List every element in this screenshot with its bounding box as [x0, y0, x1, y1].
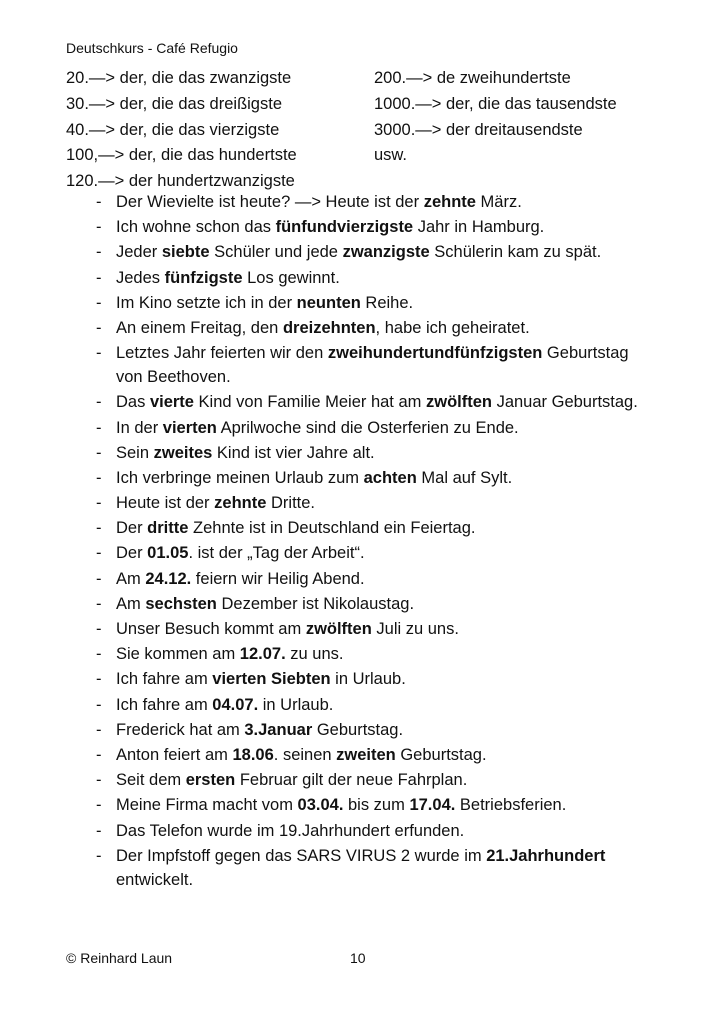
ordinal-row	[66, 66, 686, 92]
dash-bullet: -	[96, 318, 102, 337]
example-sentence	[96, 819, 656, 843]
sentence-text: Unser Besuch kommt am	[116, 620, 306, 638]
example-sentence	[96, 693, 656, 717]
example-sentence-list	[96, 190, 656, 893]
ordinal-highlight: zweihundertundfünfzigsten	[327, 344, 543, 363]
sentence-text: Ich verbringe meinen Urlaub zum	[116, 468, 364, 487]
example-sentence	[96, 291, 656, 315]
ordinal-highlight: 24.12.	[145, 569, 192, 588]
ordinal-highlight: vierten Siebten	[212, 670, 331, 689]
sentence-text: Dritte.	[266, 494, 315, 513]
sentence-text: Juli zu uns.	[371, 620, 459, 638]
sentence-text: Schülerin kam zu spät.	[429, 243, 602, 262]
sentence-text: . ist der „Tag der Arbeit“.	[188, 544, 365, 563]
example-sentence	[96, 215, 656, 239]
example-sentence	[96, 341, 656, 389]
example-sentence	[96, 667, 656, 691]
ordinal-highlight: 18.06	[232, 745, 274, 764]
sentence-text: Jedes	[116, 268, 165, 287]
sentence-text: Der	[116, 544, 148, 563]
ordinal-highlight: sechsten	[145, 594, 217, 613]
sentence-text: Der Impfstoff gegen das SARS VIRUS 2 wurde im	[116, 846, 487, 865]
sentence-text: Reihe.	[360, 293, 414, 312]
dash-bullet: -	[96, 218, 102, 237]
example-sentence	[96, 266, 656, 290]
ordinal-left-entry: 100,—> der, die das hundertste	[66, 146, 297, 165]
sentence-text: in Urlaub.	[258, 695, 334, 714]
dash-bullet: -	[96, 620, 102, 638]
sentence-text: An einem Freitag, den	[116, 318, 283, 337]
example-sentence	[96, 491, 656, 515]
sentence-text: entwickelt.	[116, 870, 194, 889]
example-sentence	[96, 390, 656, 414]
sentence-text: Frederick hat am	[116, 720, 245, 739]
dash-bullet: -	[96, 846, 102, 865]
sentence-text: Anton feiert am	[116, 745, 233, 764]
sentence-text: Der	[116, 519, 148, 538]
sentence-text: Heute ist der	[116, 494, 215, 513]
dash-bullet: -	[96, 594, 102, 613]
dash-bullet: -	[96, 821, 102, 840]
ordinal-highlight: achten	[363, 468, 417, 487]
sentence-text: Sein	[116, 443, 154, 462]
sentence-text: Am	[116, 594, 146, 613]
sentence-text: Sie kommen am	[116, 645, 240, 664]
dash-bullet: -	[96, 344, 102, 363]
sentence-text: Schüler und jede	[209, 243, 343, 262]
dash-bullet: -	[96, 796, 102, 815]
dash-bullet: -	[96, 569, 102, 588]
ordinal-highlight: zehnte	[423, 193, 476, 211]
ordinal-highlight: dritte	[147, 519, 189, 538]
dash-bullet: -	[96, 519, 102, 538]
dash-bullet: -	[96, 243, 102, 262]
ordinal-highlight: zwanzigste	[342, 243, 430, 262]
ordinal-highlight: dreizehnten	[282, 318, 376, 337]
ordinal-highlight: vierte	[149, 393, 194, 412]
dash-bullet: -	[96, 494, 102, 513]
ordinal-highlight: 04.07.	[212, 695, 259, 714]
sentence-text: Geburtstag.	[312, 720, 404, 739]
dash-bullet: -	[96, 468, 102, 487]
example-sentence	[96, 793, 656, 817]
ordinal-right-entry: 3000.—> der dreitausendste	[374, 120, 583, 139]
example-sentence	[96, 592, 656, 616]
example-sentence	[96, 844, 656, 892]
sentence-text: Seit dem	[116, 771, 186, 790]
sentence-text: Aprilwoche sind die Osterferien zu Ende.	[216, 418, 519, 437]
ordinal-highlight: siebte	[161, 243, 210, 262]
ordinal-left-entry: 20.—> der, die das zwanzigste	[66, 69, 292, 87]
ordinal-left-entry: 120.—> der hundertzwanzigste	[66, 172, 295, 191]
ordinal-row	[66, 92, 686, 118]
sentence-text: Februar gilt der neue Fahrplan.	[235, 771, 468, 790]
example-sentence	[96, 743, 656, 767]
ordinal-highlight: fünfundvierzigste	[275, 218, 414, 237]
page-header: Deutschkurs - Café Refugio	[66, 40, 238, 56]
example-sentence	[96, 718, 656, 742]
dash-bullet: -	[96, 745, 102, 764]
sentence-text: Jahr in Hamburg.	[413, 218, 545, 237]
ordinal-highlight: ersten	[185, 771, 236, 790]
example-sentence	[96, 567, 656, 591]
example-sentence	[96, 441, 656, 465]
page-number: 10	[350, 950, 366, 966]
ordinal-highlight: 17.04.	[409, 796, 456, 815]
sentence-text: Mal auf Sylt.	[416, 468, 513, 487]
sentence-text: Ich fahre am	[116, 670, 213, 689]
sentence-text: in Urlaub.	[330, 670, 406, 689]
sentence-text: Geburtstag von Beethoven.	[116, 344, 629, 387]
sentence-text: bis zum	[343, 796, 410, 815]
sentence-text: Meine Firma macht vom	[116, 796, 298, 815]
dash-bullet: -	[96, 771, 102, 790]
ordinal-highlight: 01.05	[147, 544, 189, 563]
ordinal-row	[66, 118, 686, 144]
example-sentence	[96, 240, 656, 264]
sentence-text: Zehnte ist in Deutschland ein Feiertag.	[188, 519, 476, 538]
sentence-text: Das Telefon wurde im 19.Jahrhundert erfunden.	[116, 821, 465, 840]
sentence-text: Los gewinnt.	[242, 268, 340, 287]
dash-bullet: -	[96, 544, 102, 563]
example-sentence	[96, 642, 656, 666]
dash-bullet: -	[96, 193, 102, 211]
dash-bullet: -	[96, 720, 102, 739]
ordinal-right-entry: 1000.—> der, die das tausendste	[374, 94, 617, 113]
example-sentence	[96, 541, 656, 565]
dash-bullet: -	[96, 695, 102, 714]
example-sentence	[96, 617, 656, 641]
dash-bullet: -	[96, 268, 102, 287]
dash-bullet: -	[96, 670, 102, 689]
example-sentence	[96, 768, 656, 792]
ordinal-highlight: 3.Januar	[244, 720, 313, 739]
dash-bullet: -	[96, 418, 102, 437]
sentence-text: Ich fahre am	[116, 695, 213, 714]
ordinal-number-table	[66, 66, 686, 195]
dash-bullet: -	[96, 393, 102, 412]
ordinal-left-entry: 40.—> der, die das vierzigste	[66, 120, 280, 139]
dash-bullet: -	[96, 443, 102, 462]
ordinal-highlight: 03.04.	[297, 796, 344, 815]
copyright-notice: © Reinhard Laun	[66, 950, 173, 966]
ordinal-right-entry: 200.—> de zweihundertste	[374, 69, 571, 87]
ordinal-highlight: zweites	[153, 443, 213, 462]
ordinal-highlight: zwölften	[425, 393, 492, 412]
sentence-text: Der Wievielte ist heute? —> Heute ist der	[116, 193, 424, 211]
sentence-text: Januar Geburtstag.	[491, 393, 638, 412]
ordinal-highlight: zwölften	[305, 620, 372, 638]
sentence-text: Ich wohne schon das	[116, 218, 276, 237]
sentence-text: Letztes Jahr feierten wir den	[116, 344, 328, 363]
sentence-text: . seinen	[273, 745, 337, 764]
ordinal-highlight: zweiten	[336, 745, 396, 764]
ordinal-right-entry: usw.	[374, 146, 408, 165]
sentence-text: Geburtstag.	[395, 745, 487, 764]
dash-bullet: -	[96, 293, 102, 312]
ordinal-highlight: vierten	[162, 418, 217, 437]
sentence-text: , habe ich geheiratet.	[375, 318, 530, 337]
sentence-text: Dezember ist Nikolaustag.	[216, 594, 415, 613]
sentence-text: Kind von Familie Meier hat am	[193, 393, 426, 412]
sentence-text: Kind ist vier Jahre alt.	[212, 443, 375, 462]
sentence-text: zu uns.	[285, 645, 344, 664]
ordinal-highlight: neunten	[296, 293, 361, 312]
example-sentence	[96, 466, 656, 490]
ordinal-highlight: 21.Jahrhundert	[486, 846, 606, 865]
sentence-text: In der	[116, 418, 163, 437]
ordinal-left-entry: 30.—> der, die das dreißigste	[66, 94, 282, 113]
sentence-text: Im Kino setzte ich in der	[116, 293, 297, 312]
sentence-text: Betriebsferien.	[455, 796, 567, 815]
example-sentence	[96, 416, 656, 440]
dash-bullet: -	[96, 645, 102, 664]
ordinal-highlight: zehnte	[214, 494, 267, 513]
example-sentence	[96, 190, 656, 214]
ordinal-row	[66, 143, 686, 169]
sentence-text: Am	[116, 569, 146, 588]
sentence-text: März.	[475, 193, 522, 211]
ordinal-highlight: fünfzigste	[164, 268, 243, 287]
sentence-text: Jeder	[116, 243, 162, 262]
sentence-text: feiern wir Heilig Abend.	[191, 569, 365, 588]
sentence-text: Das	[116, 393, 150, 412]
ordinal-highlight: 12.07.	[239, 645, 286, 664]
example-sentence	[96, 316, 656, 340]
example-sentence	[96, 516, 656, 540]
